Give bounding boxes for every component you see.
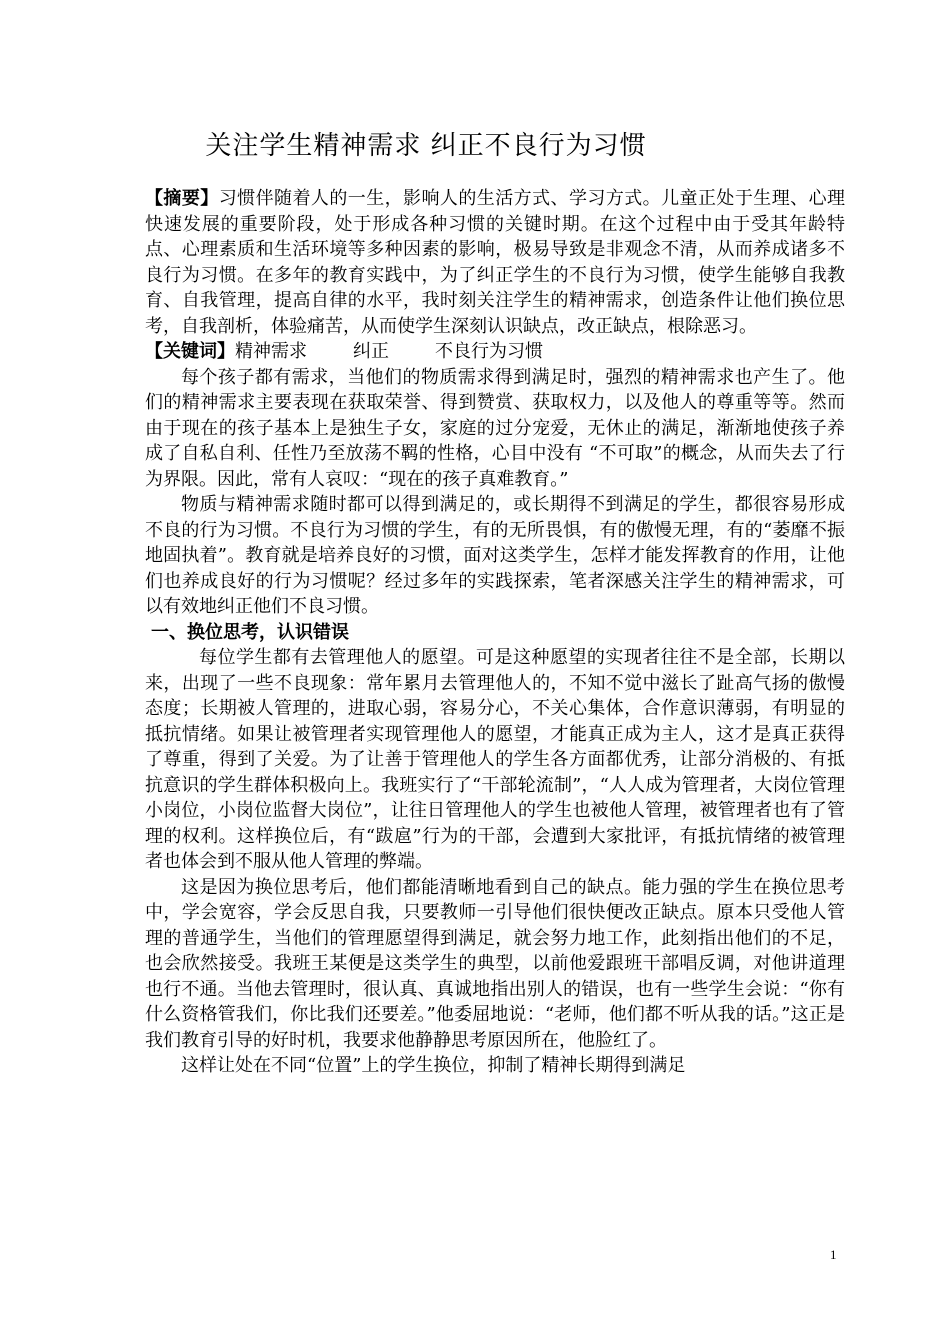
intro-paragraph: 每个孩子都有需求，当他们的物质需求得到满足时，强烈的精神需求也产生了。他们的精神需求主要表现在获取荣誉、得到赞赏、获取权力，以及他人的尊重等等。然而由于现在的孩子基本上是独生子女，家庭的过分宠爱，无休止的满足，渐渐地使孩子养成了自私自利、任性乃至放荡不羁的性格，心目中没有 “不可取”的概念，从而失去了行为界限。因此，常有人哀叹：“现在的孩子真难教育。”	[145, 366, 845, 490]
abstract-paragraph	[145, 186, 845, 339]
page-number: 1	[830, 1247, 837, 1262]
section-paragraph: 每位学生都有去管理他人的愿望。可是这种愿望的实现者往往不是全部，长期以来，出现了一些不良现象：常年累月去管理他人的，不知不觉中滋长了趾高气扬的傲慢态度；长期被人管理的，进取心弱，容易分心，不关心集体，合作意识薄弱，有明显的抵抗情绪。如果让被管理者实现管理他人的愿望，才能真正成为主人，这才是真正获得了尊重，得到了关爱。为了让善于管理他人的学生各方面都优秀，让部分消极的、有抵抗意识的学生群体积极向上。我班实行了“干部轮流制”，“人人成为管理者，大岗位管理小岗位，小岗位监督大岗位”，让往日管理他人的学生也被他人管理，被管理者也有了管理的权利。这样换位后，有“跋扈”行为的干部，会遭到大家批评，有抵抗情绪的被管理者也体会到不服从他人管理的弊端。	[145, 647, 845, 872]
document-body	[145, 186, 845, 1079]
abstract-text: 习惯伴随着人的一生，影响人的生活方式、学习方式。儿童正处于生理、心理快速发展的重要阶段，处于形成各种习惯的关键时期。在这个过程中由于受其年龄特点、心理素质和生活环境等多种因素的影响，极易导致是非观念不清，从而养成诸多不良行为习惯。在多年的教育实践中，为了纠正学生的不良行为习惯，使学生能够自我教育、自我管理，提高自律的水平，我时刻关注学生的精神需求，创造条件让他们换位思考，自我剖析，体验痛苦，从而使学生深刻认识缺点，改正缺点，根除恶习。	[145, 188, 846, 337]
keywords-label: 【关键词】	[145, 341, 235, 362]
keywords-line	[145, 339, 845, 365]
section-heading: 一、换位思考，认识错误	[151, 621, 349, 643]
document-title: 关注学生精神需求 纠正不良行为习惯	[205, 131, 647, 161]
keyword-item: 不良行为习惯	[435, 341, 543, 362]
intro-paragraph: 物质与精神需求随时都可以得到满足的，或长期得不到满足的学生，都很容易形成不良的行为习惯。不良行为习惯的学生，有的无所畏惧，有的傲慢无理，有的“萎靡不振地固执着”。教育就是培养良好的习惯，面对这类学生，怎样才能发挥教育的作用，让他们也养成良好的行为习惯呢？经过多年的实践探索，笔者深感关注学生的精神需求，可以有效地纠正他们不良习惯。	[145, 494, 845, 617]
abstract-label: 【摘要】	[145, 188, 219, 209]
section-paragraph: 这是因为换位思考后，他们都能清晰地看到自己的缺点。能力强的学生在换位思考中，学会宽容，学会反思自我，只要教师一引导他们很快便改正缺点。原本只受他人管理的普通学生，当他们的管理愿望得到满足，就会努力地工作，此刻指出他们的不足，也会欣然接受。我班王某便是这类学生的典型，以前他爱跟班干部唱反调，对他讲道理也行不通。当他去管理时，很认真、真诚地指出别人的错误，也有一些学生会说：“你有什么资格管我们，你比我们还要差。”他委屈地说：“老师，他们都不听从我的话。”这正是我们教育引导的好时机，我要求他静静思考原因所在，他脸红了。	[145, 876, 845, 1051]
keyword-item: 纠正	[353, 341, 389, 362]
keyword-item: 精神需求	[235, 341, 307, 362]
section-paragraph: 这样让处在不同“位置”上的学生换位，抑制了精神长期得到满足	[181, 1055, 686, 1076]
